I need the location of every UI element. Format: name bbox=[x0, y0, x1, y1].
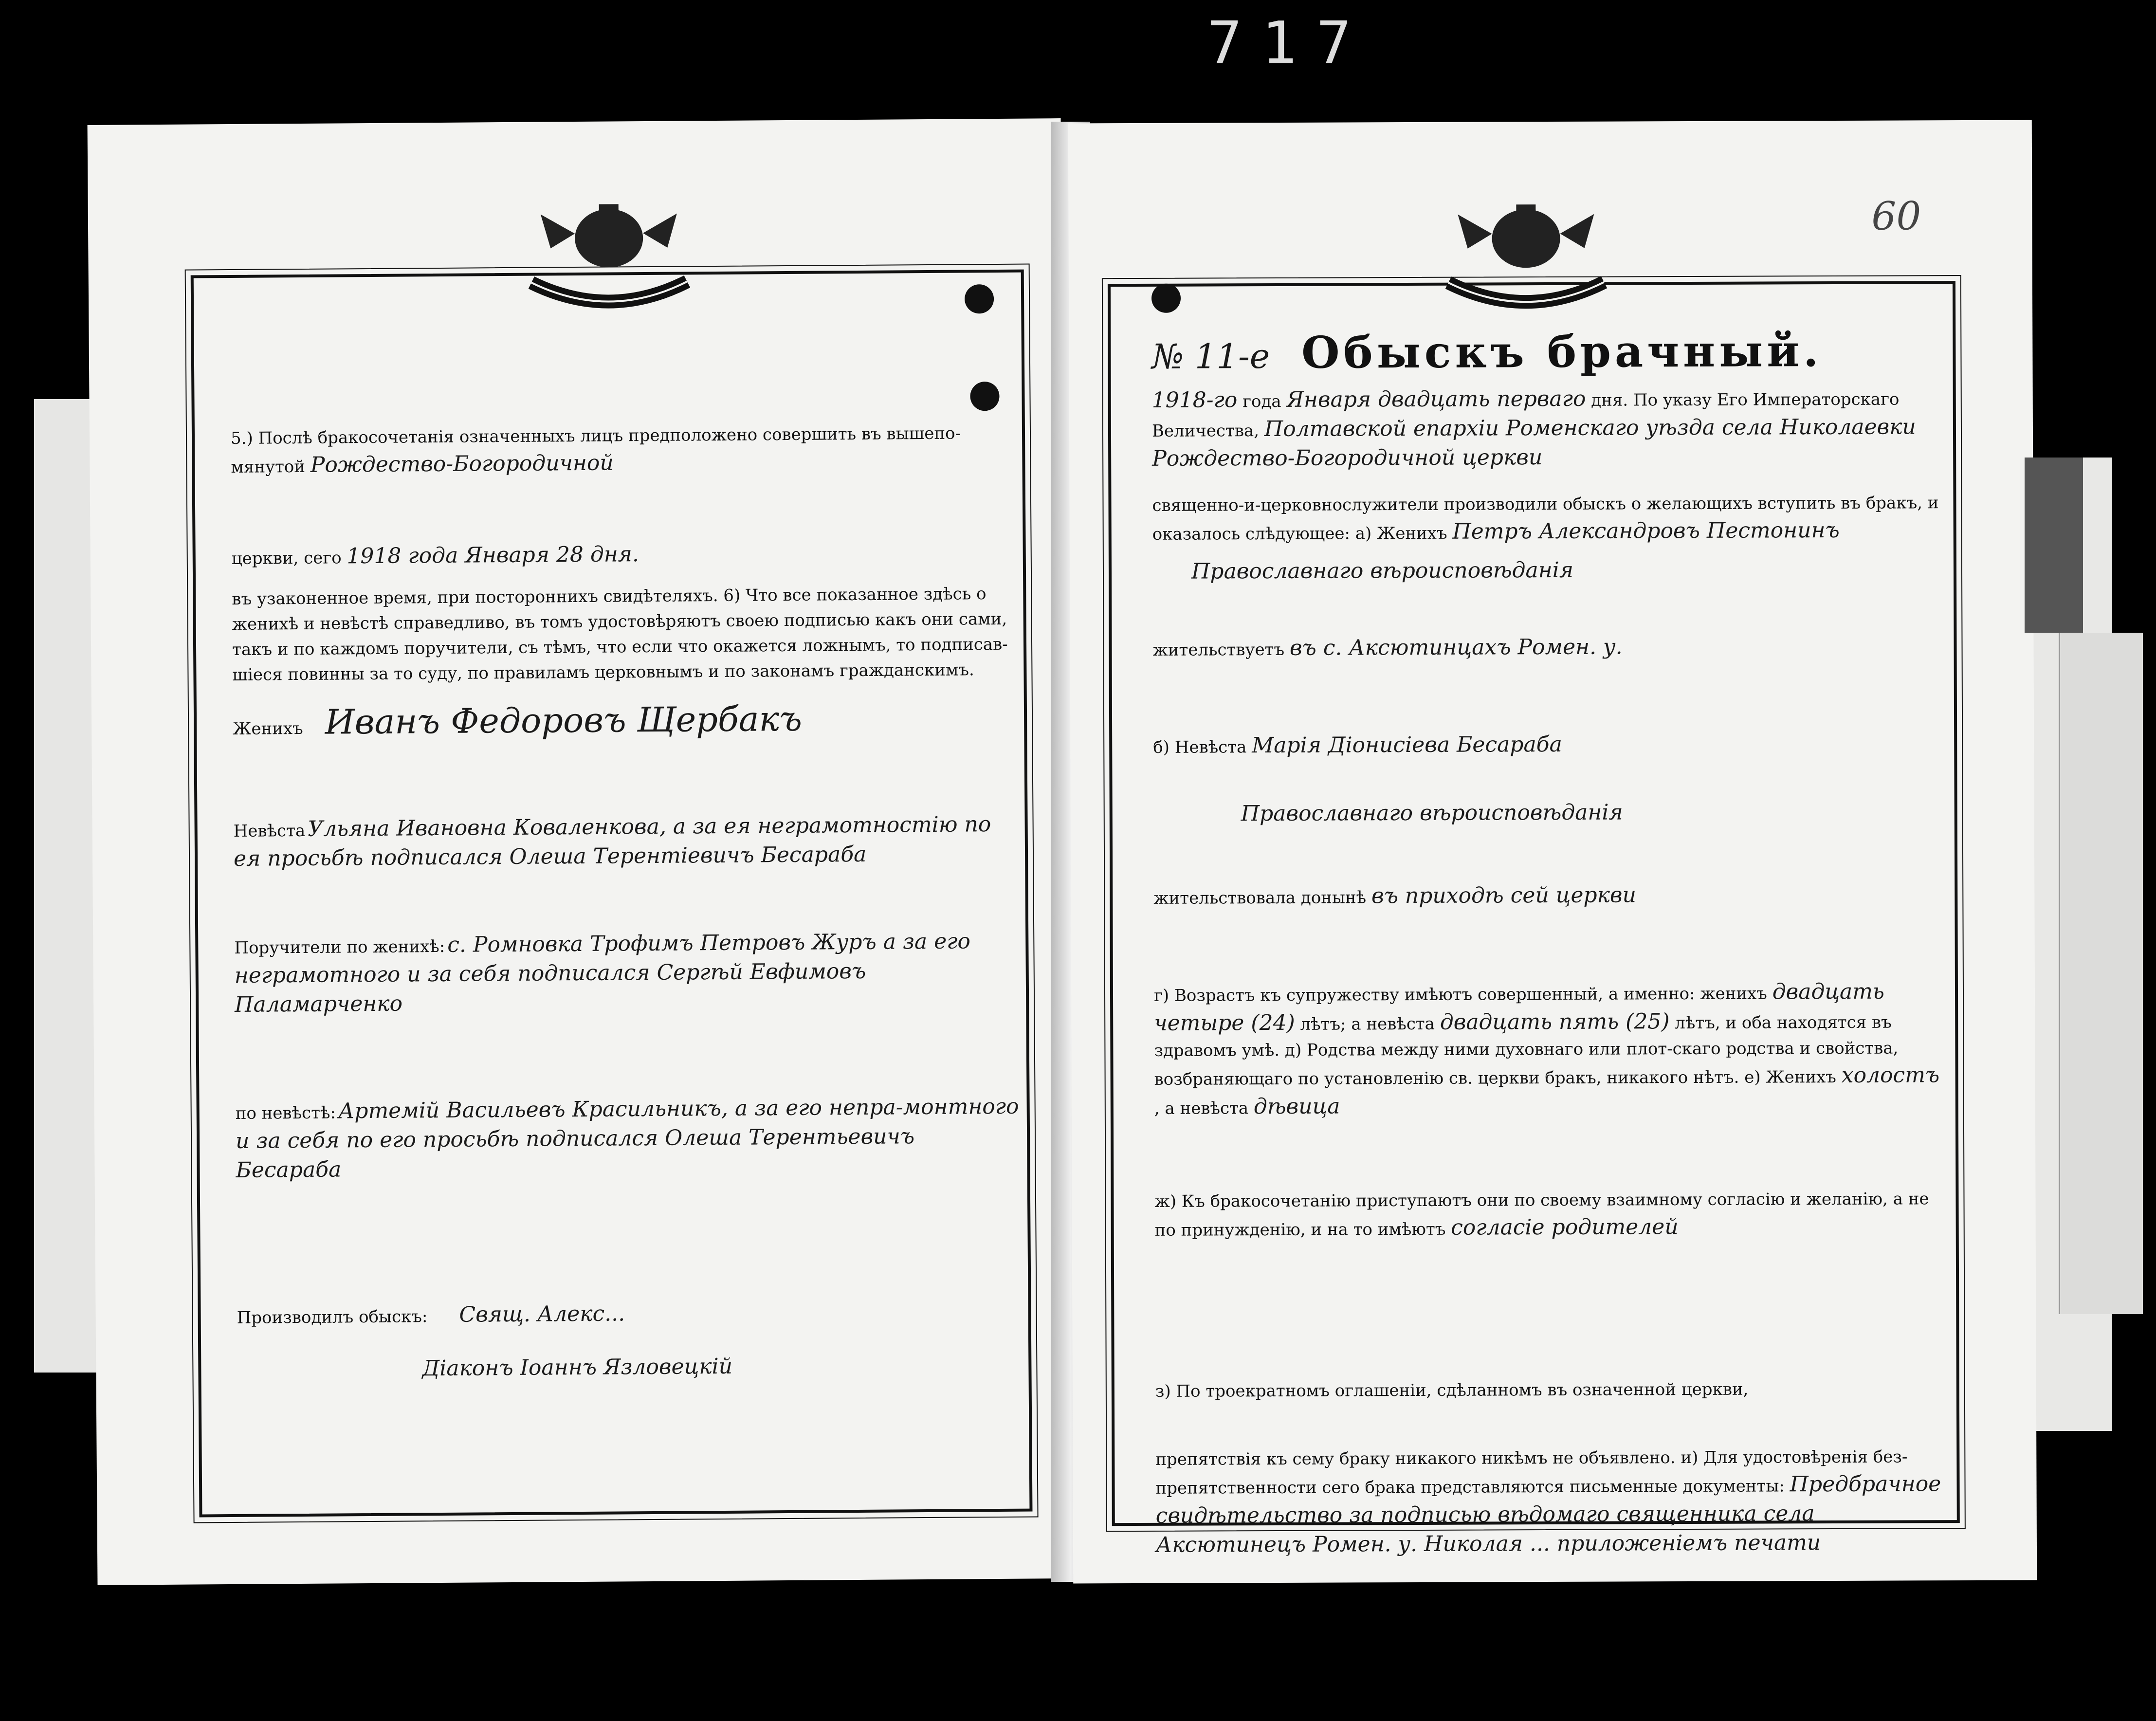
right-page bbox=[1068, 120, 2037, 1584]
groom-faith-hand: Православнаго вѣроисповѣданія bbox=[1191, 557, 1574, 584]
imperial-eagle-icon bbox=[521, 194, 697, 322]
inquiry-label: Производилъ обыскъ: bbox=[237, 1307, 428, 1328]
clause-6: въ узаконенное время, при постороннихъ свидѣтеляхъ. 6) Что все показанное здѣсь о женихѣ и невѣстѣ справедливо, въ томъ удостовѣряютъ своею подписью какъ они сами, такъ и по каждомъ поручители, съ тѣмъ, что если что окажется ложнымъ, то подписав-шіеся повинны за то суду, по правиламъ церковнымъ и по законамъ гражданскимъ. bbox=[232, 584, 1008, 685]
bride-signature: Ульяна Ивановна Коваленкова, а за ея неграмотностію по ея просьбѣ подписался Олеша Терентіевичъ Бесараба bbox=[233, 812, 991, 871]
consent-hand: согласіе родителей bbox=[1451, 1214, 1679, 1240]
bride-guarantors bbox=[236, 1092, 1024, 1185]
bride-section bbox=[1153, 729, 1942, 829]
groom-label: Женихъ bbox=[233, 718, 303, 739]
bride-status-hand: дѣвица bbox=[1253, 1094, 1340, 1119]
residence-label: жительствуетъ bbox=[1152, 640, 1285, 660]
date-line bbox=[1152, 383, 1941, 474]
age-text-3: лѣтъ, и оба находятся въ здравомъ умѣ. д) Родства между ними духовнаго или плот-скаго родства и свойства, возбраняющаго по установленію св. церкви бракъ, никакого нѣтъ. е) Женихъ bbox=[1154, 1012, 1899, 1089]
groom-guarantors bbox=[234, 927, 1023, 1020]
groom-guarantors-label: Поручители по женихѣ: bbox=[234, 936, 445, 958]
consent-text: ж) Къ бракосочетанію приступаютъ они по своему взаимному согласію и желанію, а не по принужденію, и на то имѣютъ bbox=[1154, 1189, 1929, 1240]
bride-residence-hand: въ приходѣ сей церкви bbox=[1371, 882, 1636, 909]
groom-residence-line bbox=[1152, 631, 1941, 663]
groom-guarantors-hand: с. Ромновка Трофимъ Петровъ Журъ а за его неграмотного и за себя подписался Сергѣй Евфимовъ Паламарченко bbox=[234, 929, 971, 1017]
groom-name-hand: Петръ Александровъ Пестонинъ bbox=[1452, 517, 1840, 544]
groom-section bbox=[1152, 490, 1941, 586]
record-number-hand: № 11-е bbox=[1151, 336, 1270, 377]
year-label: года bbox=[1242, 391, 1281, 412]
church-line: церкви, сего bbox=[231, 548, 342, 568]
bride-signature-line bbox=[233, 810, 1022, 874]
groom-signature-line bbox=[233, 698, 1011, 742]
register-title: Обыскъ брачный. bbox=[1301, 325, 1823, 379]
revenue-stamp bbox=[2025, 458, 2083, 633]
page-number: 60 bbox=[1871, 193, 1921, 239]
bride-residence-label: жительствовала донынѣ bbox=[1153, 888, 1367, 908]
banns-line: з) По троекратномъ оглашеніи, сдѣланномъ въ означенной церкви, bbox=[1155, 1379, 1749, 1401]
left-page bbox=[88, 118, 1071, 1585]
clause-5-text: Послѣ бракосочетанія означенныхъ лицъ предположено совершить въ вышепо-мянутой bbox=[231, 423, 961, 477]
frame-number: 717 bbox=[1207, 10, 1371, 77]
date-tail: дня. По указу Его bbox=[1591, 390, 1748, 410]
age-and-kinship-section bbox=[1154, 977, 1943, 1122]
groom-residence-hand: въ с. Аксютинцахъ Ромен. у. bbox=[1289, 634, 1623, 660]
bride-status-label: , а невѣста bbox=[1154, 1099, 1249, 1118]
bride-residence-line bbox=[1153, 879, 1942, 912]
imperial-hand: Полтавской епархіи Роменскаго уѣзда села Николаевки Рождество-Богородичной церкви bbox=[1152, 414, 1916, 471]
date-hand: Января двадцать перваго bbox=[1286, 386, 1586, 412]
punch-hole bbox=[965, 284, 994, 313]
bride-guarantors-label: по невѣстѣ: bbox=[235, 1103, 336, 1123]
church-date-hand: 1918 года Января 28 дня. bbox=[347, 542, 639, 569]
impediment-text: препятствія къ сему браку никакого никѣмъ не объявлено. и) Для удостовѣренія без-препятственности сего брака представляются письменные документы: bbox=[1155, 1447, 1908, 1498]
clergy-text: священно-и-церковнослужители производили обыскъ о желающихъ вступить въ бракъ, и оказалось слѣдующее: а) Женихъ bbox=[1152, 493, 1939, 544]
clause-5-label: 5.) bbox=[230, 428, 253, 448]
bride-label: Невѣста bbox=[233, 821, 306, 841]
documents-hand: Предбрачное свидѣтельство за подписью вѣдомаго священника села Аксютинецъ Ромен. у. Николая ... приложеніемъ печати bbox=[1155, 1471, 1941, 1557]
register-title-line bbox=[1151, 325, 1930, 379]
side-papers-edge bbox=[2059, 633, 2143, 1314]
inquiry-hand-1: Свящ. Алекс... bbox=[459, 1301, 625, 1327]
punch-hole bbox=[1151, 284, 1181, 313]
groom-signature: Иванъ Федоровъ Щербакъ bbox=[325, 698, 803, 742]
bride-name-hand: Марія Діонисіева Бесараба bbox=[1252, 732, 1562, 758]
imperial-line: Императорскаго Величества, bbox=[1151, 389, 1900, 441]
groom-status-hand: холостъ bbox=[1841, 1062, 1940, 1088]
clause-5 bbox=[231, 421, 1010, 480]
inquiry-signatures bbox=[237, 1297, 1025, 1385]
punch-hole bbox=[970, 382, 999, 411]
bride-age-hand: двадцать пять (25) bbox=[1440, 1009, 1670, 1035]
imperial-eagle-icon bbox=[1438, 195, 1614, 322]
consent-section bbox=[1154, 1186, 1943, 1244]
bride-faith-hand: Православнаго вѣроисповѣданія bbox=[1241, 800, 1623, 826]
church-date-line bbox=[232, 537, 1010, 572]
age-text-2: лѣтъ; а невѣста bbox=[1300, 1014, 1435, 1034]
clause-5-church-hand: Рождество-Богородичной bbox=[310, 450, 614, 477]
year-hand: 1918-го bbox=[1151, 387, 1238, 413]
bride-label: б) Невѣста bbox=[1153, 737, 1247, 757]
inquiry-hand-2: Діаконъ Іоаннъ Язловецкій bbox=[422, 1354, 733, 1381]
bride-guarantors-hand: Артемій Васильевъ Красильникъ, а за его непра-монтного и за себя по его просьбѣ подписался Олеша Терентьевичъ Бесараба bbox=[235, 1094, 1019, 1183]
age-text-1: г) Возрастъ къ супружеству имѣютъ совершенный, а именно: женихъ bbox=[1153, 984, 1767, 1006]
documents-section bbox=[1155, 1444, 1944, 1560]
groom-age-hand: двадцать четыре (24) bbox=[1154, 979, 1885, 1036]
